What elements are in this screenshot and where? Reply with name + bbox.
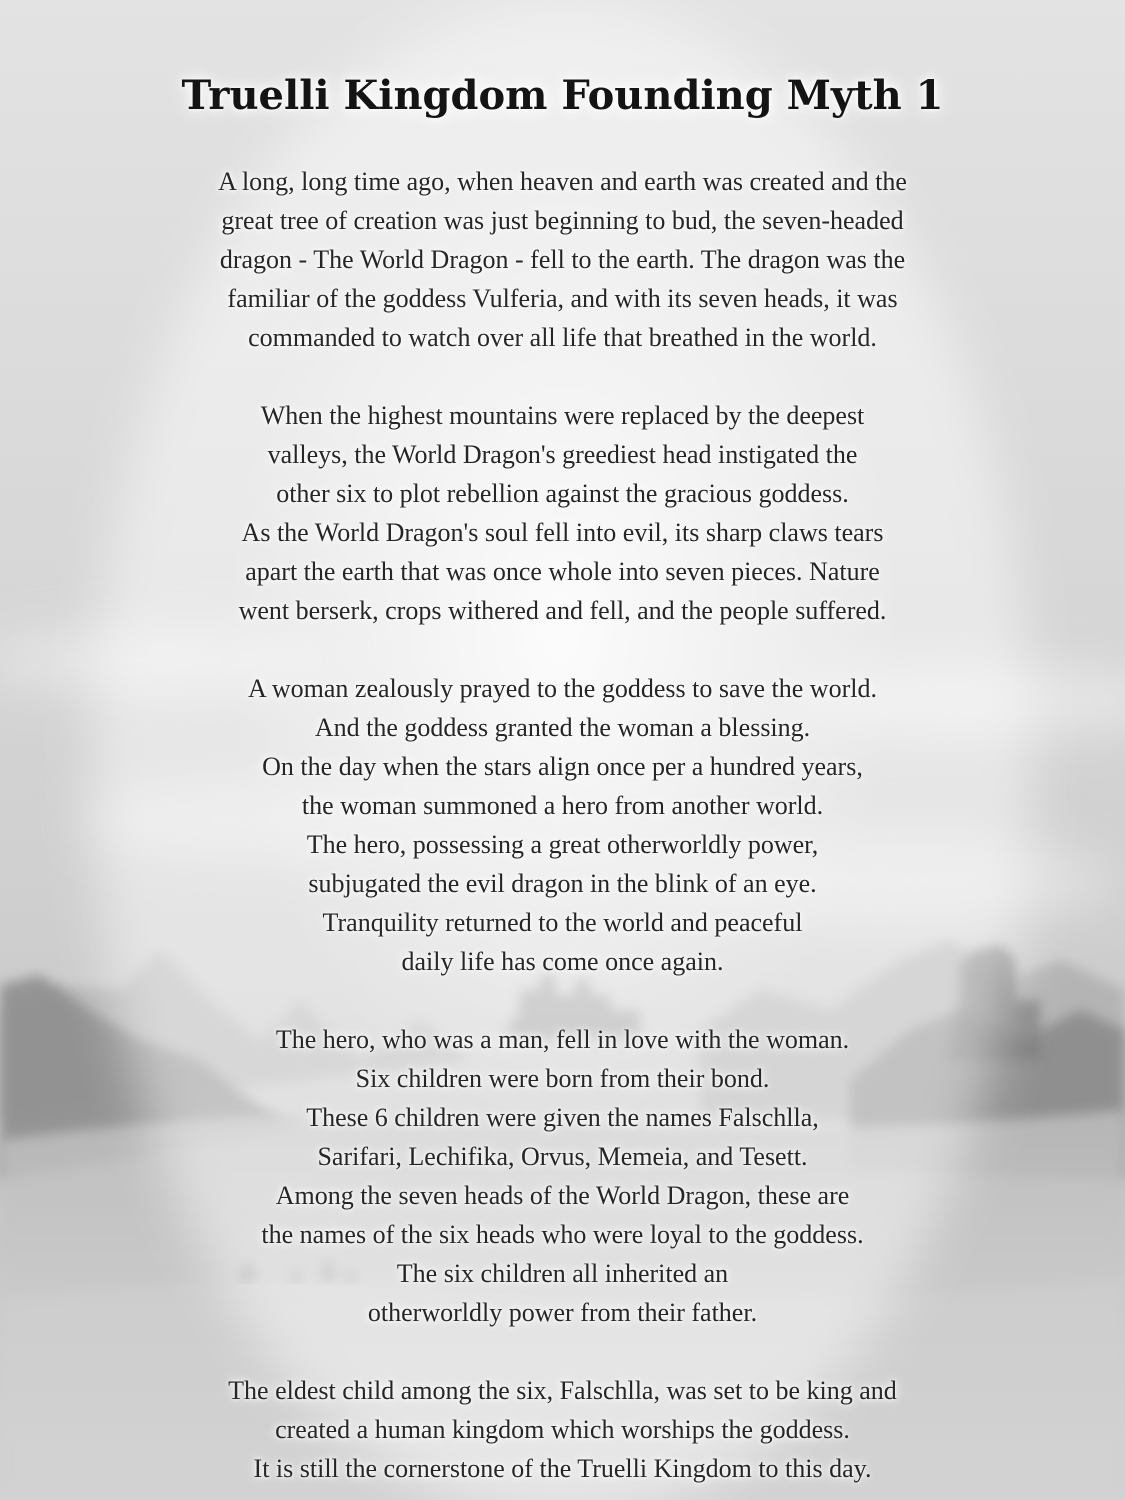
text-line: And the goddess granted the woman a blessing. <box>314 713 811 742</box>
paragraph-5 <box>60 1371 1065 1488</box>
text-line: other six to plot rebellion against the gracious goddess. <box>276 479 849 508</box>
paragraph-1 <box>60 162 1065 357</box>
text-line: A long, long time ago, when heaven and earth was created and the <box>218 167 907 196</box>
text-line: great tree of creation was just beginning to bud, the seven-headed <box>221 206 904 235</box>
page-title: Truelli Kingdom Founding Myth 1 <box>181 72 944 119</box>
text-line: The hero, possessing a great otherworldly power, <box>306 830 819 859</box>
text-line: It is still the cornerstone of the Truelli Kingdom to this day. <box>253 1454 872 1483</box>
paragraph-3 <box>60 669 1065 981</box>
text-line: commanded to watch over all life that breathed in the world. <box>248 323 877 352</box>
text-line: Six children were born from their bond. <box>355 1064 770 1093</box>
text-line: A woman zealously prayed to the goddess to save the world. <box>248 674 877 703</box>
text-line: subjugated the evil dragon in the blink of an eye. <box>308 869 817 898</box>
text-line: The six children all inherited an <box>396 1259 729 1288</box>
paragraph-2 <box>60 396 1065 630</box>
myth-body <box>60 162 1065 1500</box>
text-line: valleys, the World Dragon's greediest head instigated the <box>267 440 858 469</box>
text-line: Tranquility returned to the world and peaceful <box>322 908 803 937</box>
text-line: On the day when the stars align once per a hundred years, <box>262 752 863 781</box>
text-line: the names of the six heads who were loyal to the goddess. <box>261 1220 864 1249</box>
text-line: created a human kingdom which worships the goddess. <box>275 1415 850 1444</box>
text-line: The hero, who was a man, fell in love with the woman. <box>275 1025 850 1054</box>
text-line: otherworldly power from their father. <box>367 1298 758 1327</box>
text-line: apart the earth that was once whole into seven pieces. Nature <box>245 557 880 586</box>
text-line: The eldest child among the six, Falschlla, was set to be king and <box>228 1376 897 1405</box>
text-line: When the highest mountains were replaced by the deepest <box>260 401 865 430</box>
text-line: These 6 children were given the names Falschlla, <box>306 1103 819 1132</box>
text-line: familiar of the goddess Vulferia, and with its seven heads, it was <box>227 284 898 313</box>
text-line: Among the seven heads of the World Dragon, these are <box>275 1181 850 1210</box>
text-line: Sarifari, Lechifika, Orvus, Memeia, and Tesett. <box>317 1142 808 1171</box>
paragraph-4 <box>60 1020 1065 1332</box>
text-line: daily life has come once again. <box>401 947 724 976</box>
text-line: the woman summoned a hero from another world. <box>301 791 824 820</box>
text-line: As the World Dragon's soul fell into evil, its sharp claws tears <box>241 518 884 547</box>
text-line: dragon - The World Dragon - fell to the earth. The dragon was the <box>219 245 906 274</box>
text-line: went berserk, crops withered and fell, and the people suffered. <box>238 596 887 625</box>
